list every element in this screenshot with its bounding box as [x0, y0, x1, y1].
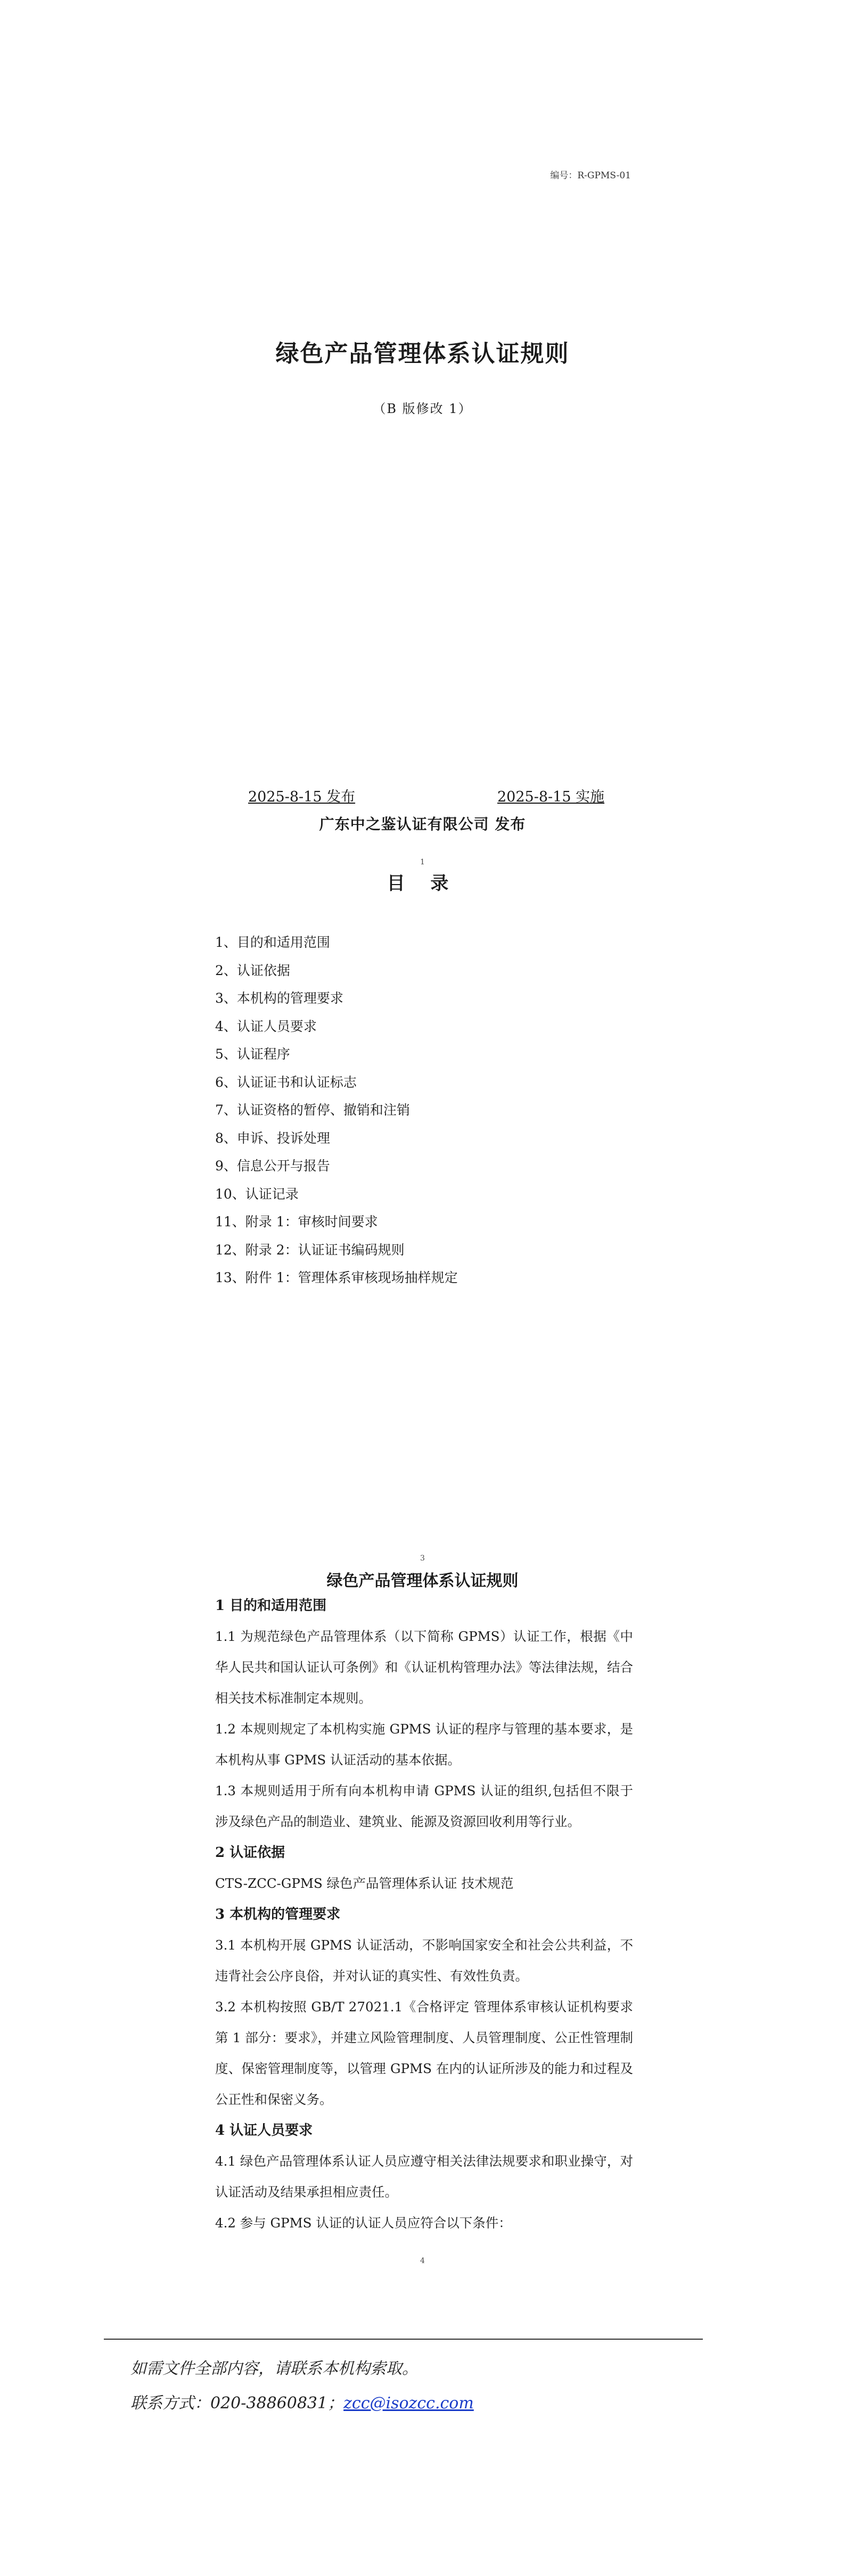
toc-item: 8、申诉、投诉处理 [215, 1130, 330, 1146]
section-heading: 4 认证人员要求 [215, 2123, 313, 2139]
page-number: 1 [420, 858, 425, 866]
toc-item: 11、附录 1：审核时间要求 [215, 1214, 378, 1229]
page-number: 3 [420, 1554, 425, 1563]
section-paragraph: 3.2 本机构按照 GB/T 27021.1《合格评定 管理体系审核认证机构要求 第 1 部分：要求》，并建立风险管理制度、人员管理制度、公正性管理制度、保密管理制度等，以管理 GPMS 在内的认证所涉及的能力和过程及公正性和保密义务。 [215, 1999, 633, 2107]
publisher: 广东中之鉴认证有限公司 发布 [319, 815, 526, 833]
toc-item: 3、本机构的管理要求 [215, 990, 343, 1006]
toc-item: 2、认证依据 [215, 962, 290, 978]
toc-item: 7、认证资格的暂停、撤销和注销 [215, 1102, 410, 1118]
toc-item: 12、附录 2：认证证书编码规则 [215, 1242, 405, 1258]
section-paragraph: 4.1 绿色产品管理体系认证人员应遵守相关法律法规要求和职业操守，对认证活动及结果承担相应责任。 [215, 2153, 633, 2200]
section-paragraph: 1.3 本规则适用于所有向本机构申请 GPMS 认证的组织,包括但不限于涉及绿色产品的制造业、建筑业、能源及资源回收利用等行业。 [215, 1783, 633, 1829]
table-of-contents [215, 929, 694, 1292]
section-paragraph: 1.2 本规则规定了本机构实施 GPMS 认证的程序与管理的基本要求，是本机构从事 GPMS 认证活动的基本依据。 [215, 1721, 633, 1768]
toc-item: 9、信息公开与报告 [215, 1158, 330, 1174]
toc-item: 13、附件 1：管理体系审核现场抽样规定 [215, 1270, 458, 1285]
footer-contact [130, 2390, 474, 2413]
effective-date: 2025-8-15 实施 [497, 789, 605, 805]
toc-item: 10、认证记录 [215, 1186, 299, 1202]
document-body [215, 1590, 633, 2239]
document-number: 编号：R-GPMS-01 [550, 170, 631, 181]
toc-item: 1、目的和适用范围 [215, 935, 330, 950]
contact-email-link[interactable]: zcc@isozcc.com [343, 2394, 474, 2413]
section-heading: 1 目的和适用范围 [215, 1598, 327, 1614]
section-paragraph: 4.2 参与 GPMS 认证的认证人员应符合以下条件： [215, 2215, 512, 2231]
toc-item: 5、认证程序 [215, 1046, 290, 1062]
toc-item: 6、认证证书和认证标志 [215, 1074, 357, 1090]
toc-item: 4、认证人员要求 [215, 1018, 317, 1034]
section-paragraph: 1.1 为规范绿色产品管理体系（以下简称 GPMS）认证工作，根据《中华人民共和国认证认可条例》和《认证机构管理办法》等法律法规，结合相关技术标准制定本规则。 [215, 1629, 633, 1706]
document-edition: （B 版修改 1） [373, 401, 472, 416]
section-heading: 3 本机构的管理要求 [215, 1906, 341, 1922]
section-heading: 2 认证依据 [215, 1845, 285, 1861]
toc-heading: 目 录 [387, 873, 458, 894]
body-title: 绿色产品管理体系认证规则 [326, 1572, 519, 1590]
publish-date: 2025-8-15 发布 [248, 789, 356, 805]
contact-label: 联系方式：020-38860831； [130, 2394, 344, 2413]
section-paragraph: CTS-ZCC-GPMS 绿色产品管理体系认证 技术规范 [215, 1876, 514, 1891]
page-number: 4 [420, 2257, 425, 2265]
section-paragraph: 3.1 本机构开展 GPMS 认证活动，不影响国家安全和社会公共利益，不违背社会公序良俗，并对认证的真实性、有效性负责。 [215, 1937, 633, 1984]
footer-divider [104, 2339, 703, 2340]
document-title: 绿色产品管理体系认证规则 [275, 340, 570, 367]
footer-note: 如需文件全部内容，请联系本机构索取。 [130, 2359, 418, 2378]
